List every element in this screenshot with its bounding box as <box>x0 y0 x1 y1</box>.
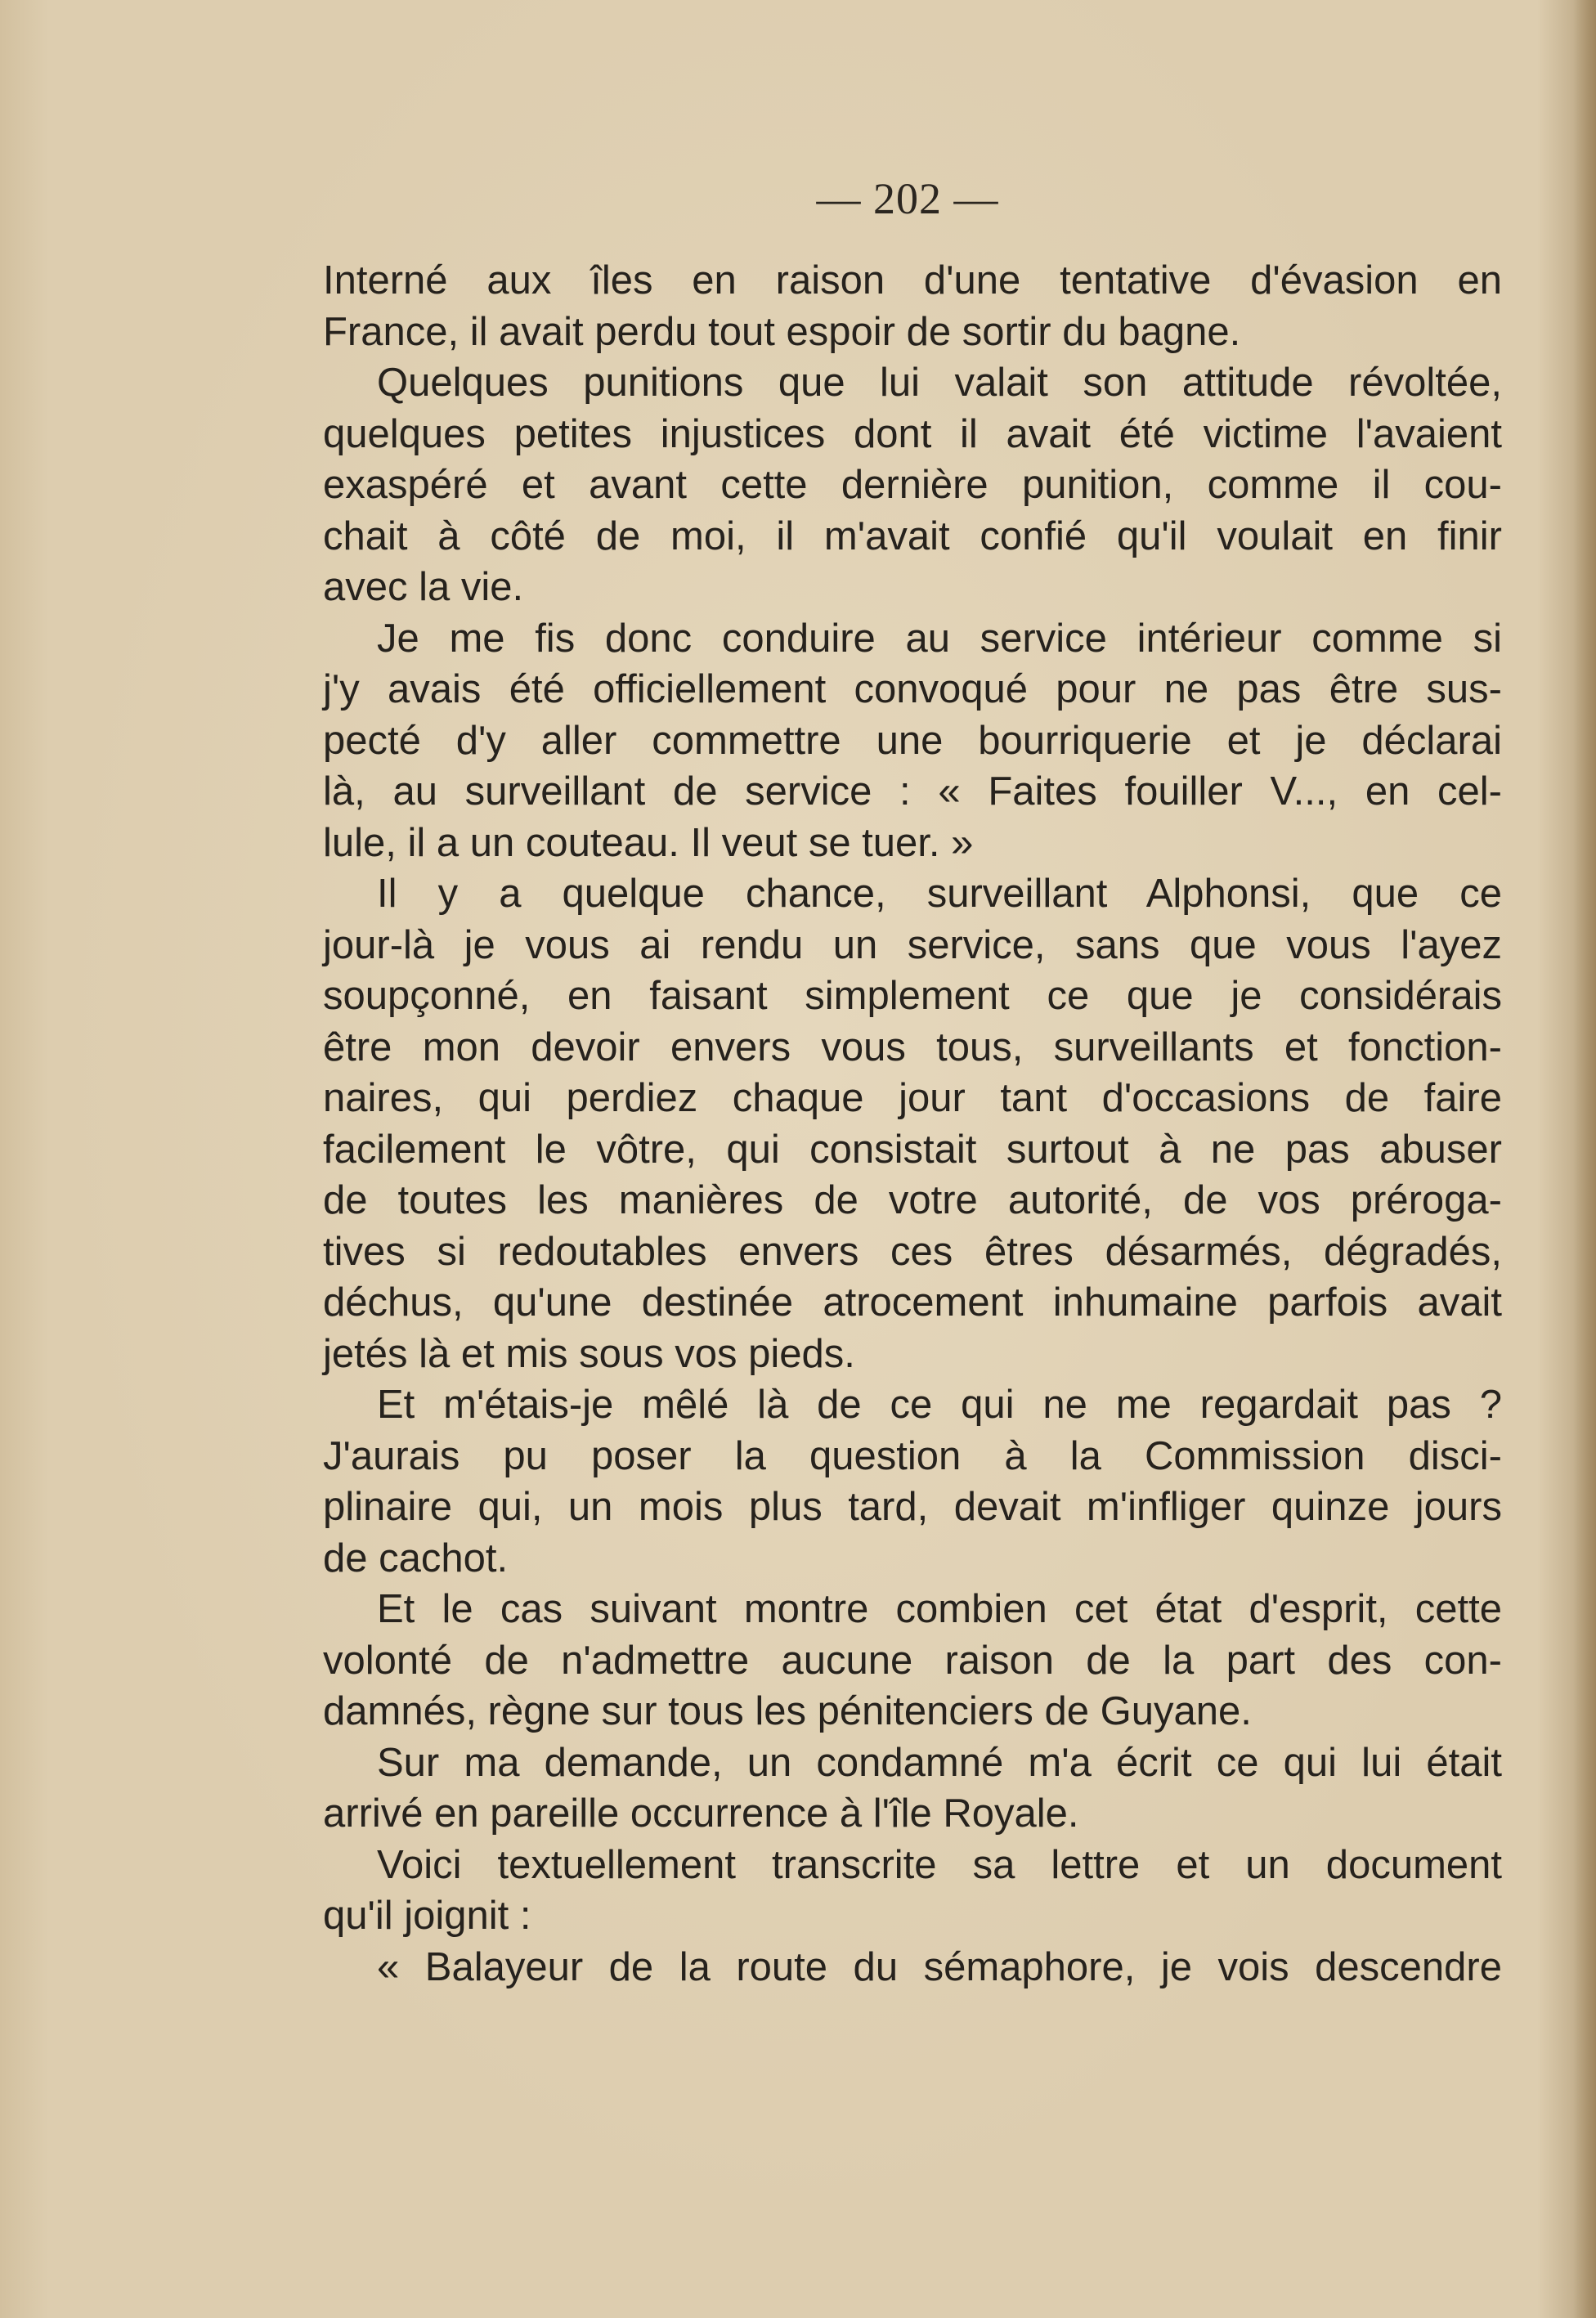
text-line: « Balayeur de la route du sémaphore, je vois descendre <box>377 1944 1502 1989</box>
text-line: avec la vie. <box>323 565 524 609</box>
text-line: jetés là et mis sous vos pieds. <box>323 1331 855 1376</box>
text-line: J'aurais pu poser la question à la Commission disci- <box>323 1433 1502 1478</box>
text-line: de cachot. <box>323 1536 509 1580</box>
text-line: exaspéré et avant cette dernière punition, comme il cou- <box>323 463 1502 507</box>
text-line: Et le cas suivant montre combien cet état d'esprit, cette <box>377 1587 1502 1631</box>
text-line: facilement le vôtre, qui consistait surtout à ne pas abuser <box>323 1127 1502 1172</box>
text-line: lule, il a un couteau. Il veut se tuer. » <box>323 820 974 865</box>
text-line: déchus, qu'une destinée atrocement inhumaine parfois avait <box>323 1280 1502 1325</box>
text-line: Et m'étais-je mêlé là de ce qui ne me regardait pas ? <box>377 1383 1502 1427</box>
text-line: damnés, règne sur tous les pénitenciers de Guyane. <box>323 1689 1252 1733</box>
text-line: quelques petites injustices dont il avait été victime l'avaient <box>323 411 1502 456</box>
text-line: jour-là je vous ai rendu un service, sans que vous l'ayez <box>323 922 1502 967</box>
text-line: soupçonné, en faisant simplement ce que je considérais <box>323 974 1502 1018</box>
page-edge-shadow <box>1573 0 1596 2318</box>
text-line: de toutes les manières de votre autorité, de vos préroga- <box>323 1178 1502 1222</box>
text-line: Je me fis donc conduire au service intérieur comme si <box>377 616 1502 661</box>
text-line: qu'il joignit : <box>323 1894 531 1938</box>
text-line: Voici textuellement transcrite sa lettre et un document <box>377 1842 1502 1887</box>
text-line: chait à côté de moi, il m'avait confié qu'il voulait en finir <box>323 513 1502 558</box>
text-line: être mon devoir envers vous tous, surveillants et fonction- <box>323 1024 1502 1069</box>
text-line: Sur ma demande, un condamné m'a écrit ce qui lui était <box>377 1740 1502 1785</box>
body-text <box>323 255 1502 1993</box>
text-line: plinaire qui, un mois plus tard, devait m'infliger quinze jours <box>323 1485 1502 1529</box>
text-line: naires, qui perdiez chaque jour tant d'occasions de faire <box>323 1076 1502 1120</box>
text-line: France, il avait perdu tout espoir de sortir du bagne. <box>323 309 1241 354</box>
text-line: Interné aux îles en raison d'une tentative d'évasion en <box>323 258 1502 303</box>
text-line: pecté d'y aller commettre une bourriquerie et je déclarai <box>323 718 1502 763</box>
text-line: arrivé en pareille occurrence à l'île Royale. <box>323 1791 1079 1836</box>
text-line: là, au surveillant de service : « Faites fouiller V..., en cel- <box>323 769 1502 814</box>
text-line: Quelques punitions que lui valait son attitude révoltée, <box>377 361 1502 405</box>
page-number: — 202 — <box>816 174 999 223</box>
text-line: Il y a quelque chance, surveillant Alphonsi, que ce <box>377 872 1502 916</box>
text-line: volonté de n'admettre aucune raison de la part des con- <box>323 1638 1502 1683</box>
text-line: j'y avais été officiellement convoqué pour ne pas être sus- <box>323 667 1502 711</box>
text-line: tives si redoutables envers ces êtres désarmés, dégradés, <box>323 1229 1502 1274</box>
